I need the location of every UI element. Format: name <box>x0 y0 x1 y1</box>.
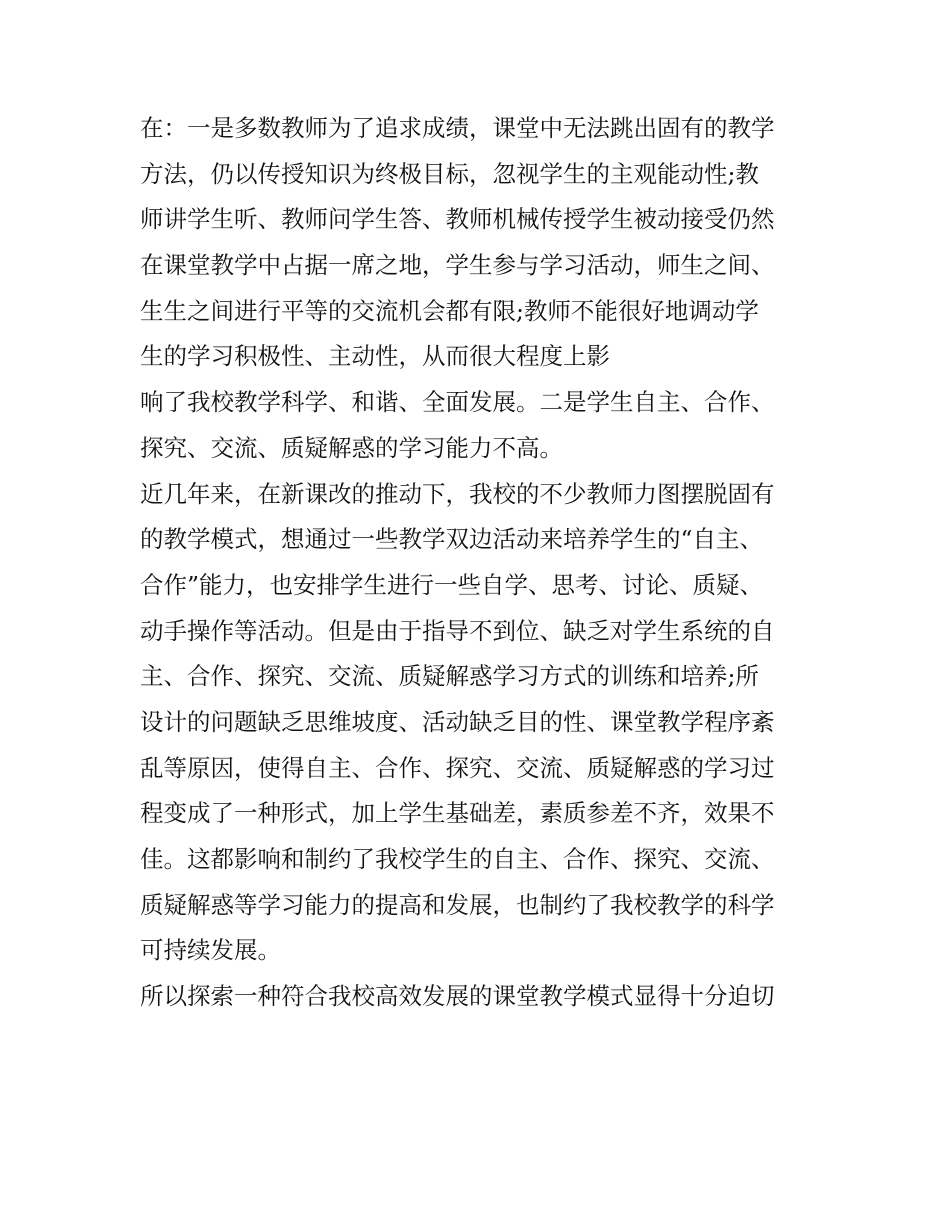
text-line: 在：一是多数教师为了追求成绩，课堂中无法跳出固有的教学 <box>140 114 775 142</box>
text-line: 动手操作等活动。但是由于指导不到位、缺乏对学生系统的自 <box>140 616 775 645</box>
text-line: 主、合作、探究、交流、质疑解惑学习方式的训练和培养;所 <box>140 662 759 691</box>
text-line: 近几年来，在新课改的推动下，我校的不少教师力图摆脱固有 <box>140 479 775 508</box>
text-line: 程变成了一种形式，加上学生基础差，素质参差不齐，效果不 <box>140 799 775 828</box>
text-line: 在课堂教学中占据一席之地，学生参与学习活动，师生之间、 <box>140 251 775 280</box>
text-line: 所以探索一种符合我校高效发展的课堂教学模式显得十分迫切 <box>140 982 775 1011</box>
text-line: 质疑解惑等学习能力的提高和发展，也制约了我校教学的科学 <box>140 890 775 919</box>
text-line: 探究、交流、质疑解惑的学习能力不高。 <box>140 433 563 462</box>
text-line: 响了我校教学科学、和谐、全面发展。二是学生自主、合作、 <box>140 388 775 417</box>
text-line: 合作”能力，也安排学生进行一些自学、思考、讨论、质疑、 <box>140 570 764 599</box>
text-line: 生的学习积极性、主动性，从而很大程度上影 <box>140 342 610 371</box>
text-line: 方法，仍以传授知识为终极目标，忽视学生的主观能动性;教 <box>140 159 759 188</box>
text-line: 佳。这都影响和制约了我校学生的自主、合作、探究、交流、 <box>140 845 775 873</box>
text-line: 的教学模式，想通过一些教学双边活动来培养学生的“自主、 <box>140 525 764 554</box>
text-line: 可持续发展。 <box>140 936 281 965</box>
text-line: 生生之间进行平等的交流机会都有限;教师不能很好地调动学 <box>140 296 759 325</box>
text-line: 乱等原因，使得自主、合作、探究、交流、质疑解惑的学习过 <box>140 753 775 782</box>
text-line: 师讲学生听、教师问学生答、教师机械传授学生被动接受仍然 <box>140 205 775 234</box>
text-line: 设计的问题缺乏思维坡度、活动缺乏目的性、课堂教学程序紊 <box>140 707 775 736</box>
body-text <box>140 106 830 1020</box>
